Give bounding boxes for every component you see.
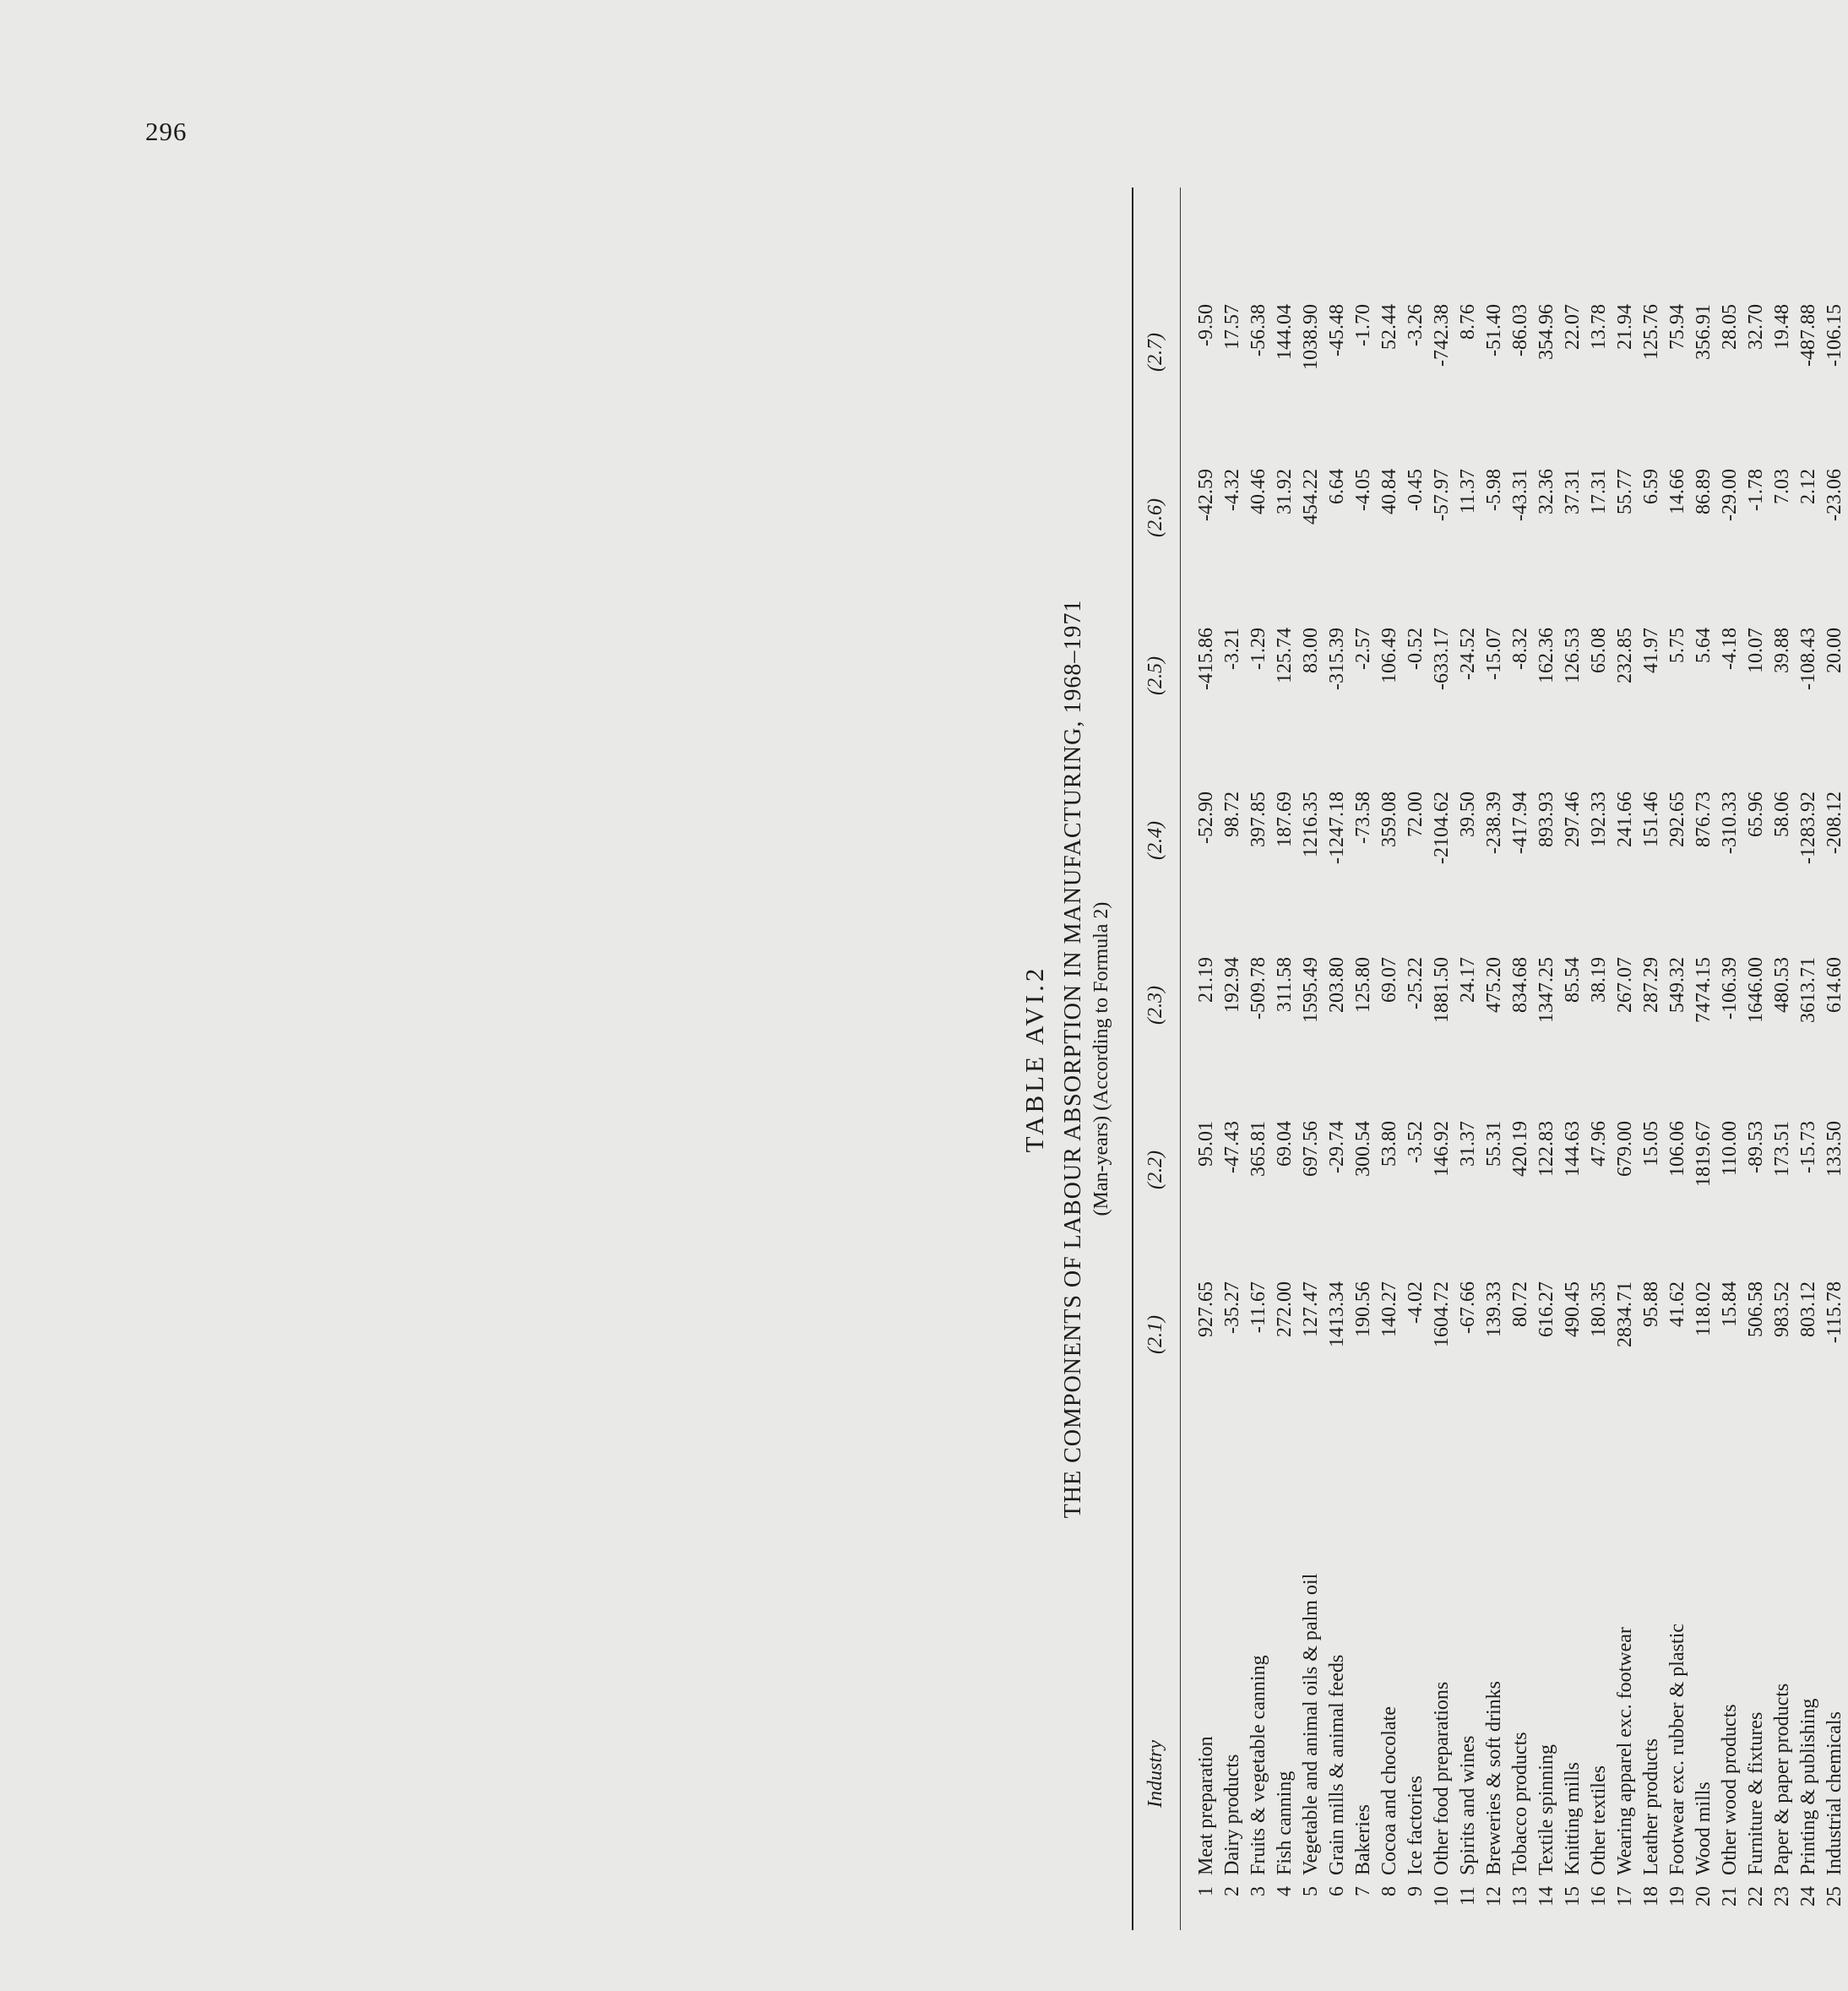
- table-body: [1193, 188, 1848, 1930]
- value-cell: 122.83: [1535, 1121, 1557, 1177]
- value-cell: -2104.62: [1431, 792, 1453, 864]
- table-row: [1455, 188, 1481, 1930]
- table-row: [1324, 188, 1351, 1930]
- table-top-rule: [1132, 188, 1133, 1930]
- industry-name: Breweries & soft drinks: [1483, 1681, 1505, 1875]
- value-cell: 110.00: [1719, 1121, 1741, 1177]
- value-cell: 203.80: [1326, 957, 1348, 1013]
- value-cell: 11.37: [1457, 469, 1479, 514]
- value-cell: 616.27: [1535, 1281, 1557, 1337]
- value-cell: -9.50: [1195, 304, 1217, 346]
- value-cell: 69.04: [1274, 1121, 1296, 1167]
- value-cell: 893.93: [1535, 792, 1557, 847]
- value-cell: 125.80: [1352, 957, 1374, 1013]
- value-cell: 53.80: [1378, 1121, 1400, 1167]
- industry-name: Vegetable and animal oils & palm oil: [1300, 1573, 1322, 1875]
- table-row: [1560, 188, 1586, 1930]
- table-row: [1612, 188, 1639, 1930]
- value-cell: 272.00: [1274, 1281, 1296, 1337]
- value-cell: 125.74: [1274, 628, 1296, 683]
- value-cell: 72.00: [1405, 792, 1427, 837]
- industry-name: Printing & publishing: [1797, 1698, 1819, 1875]
- value-cell: 241.66: [1614, 792, 1636, 847]
- value-cell: 47.96: [1588, 1121, 1610, 1167]
- value-cell: -742.38: [1431, 304, 1453, 367]
- industry-name: Leather products: [1640, 1738, 1662, 1875]
- value-cell: -29.00: [1719, 469, 1741, 521]
- value-cell: 1216.35: [1300, 792, 1322, 857]
- value-cell: 173.51: [1771, 1121, 1793, 1177]
- value-cell: 834.68: [1509, 957, 1531, 1013]
- table-row: [1272, 188, 1298, 1930]
- value-cell: 287.29: [1640, 957, 1662, 1013]
- row-number: 3: [1247, 1886, 1269, 1896]
- value-cell: 17.31: [1588, 469, 1610, 514]
- value-cell: 13.78: [1588, 304, 1610, 350]
- value-cell: -23.06: [1824, 469, 1845, 521]
- value-cell: -4.32: [1221, 469, 1243, 511]
- row-number: 4: [1274, 1886, 1296, 1896]
- table-row: [1508, 188, 1534, 1930]
- value-cell: 75.94: [1666, 304, 1688, 350]
- value-cell: 927.65: [1195, 1281, 1217, 1337]
- column-header: (2.6): [1144, 498, 1166, 537]
- value-cell: 21.94: [1614, 304, 1636, 350]
- table-header-rule: [1180, 188, 1181, 1930]
- table-row: [1717, 188, 1743, 1930]
- value-cell: 126.53: [1562, 628, 1584, 683]
- value-cell: 162.36: [1535, 628, 1557, 683]
- page-number: 296: [145, 117, 188, 146]
- industry-name: Meat preparation: [1195, 1736, 1217, 1875]
- value-cell: 139.33: [1483, 1281, 1505, 1337]
- value-cell: 876.73: [1693, 792, 1715, 847]
- value-cell: -417.94: [1509, 792, 1531, 854]
- value-cell: 31.37: [1457, 1121, 1479, 1167]
- industry-name: Wood mills: [1693, 1782, 1715, 1875]
- value-cell: -1247.18: [1326, 792, 1348, 864]
- value-cell: -3.52: [1405, 1121, 1427, 1163]
- value-cell: 1819.67: [1693, 1121, 1715, 1187]
- industry-name: Other food preparations: [1431, 1681, 1453, 1875]
- industry-name: Industrial chemicals: [1824, 1711, 1845, 1875]
- value-cell: -633.17: [1431, 628, 1453, 690]
- value-cell: 39.88: [1771, 628, 1793, 673]
- value-cell: 8.76: [1457, 304, 1479, 340]
- value-cell: 80.72: [1509, 1281, 1531, 1327]
- value-cell: -4.02: [1405, 1281, 1427, 1324]
- value-cell: 697.56: [1300, 1121, 1322, 1177]
- value-cell: 133.50: [1824, 1121, 1845, 1177]
- value-cell: 140.27: [1378, 1281, 1400, 1337]
- table-row: [1246, 188, 1272, 1930]
- value-cell: 490.45: [1562, 1281, 1584, 1337]
- value-cell: 106.06: [1666, 1121, 1688, 1177]
- table-row: [1351, 188, 1377, 1930]
- value-cell: 359.08: [1378, 792, 1400, 847]
- value-cell: 292.65: [1666, 792, 1688, 847]
- value-cell: 6.59: [1640, 469, 1662, 504]
- value-cell: 146.92: [1431, 1121, 1453, 1177]
- value-cell: 40.84: [1378, 469, 1400, 514]
- value-cell: -310.33: [1719, 792, 1741, 854]
- value-cell: 1595.49: [1300, 957, 1322, 1023]
- value-cell: -238.39: [1483, 792, 1505, 854]
- value-cell: 65.08: [1588, 628, 1610, 673]
- value-cell: 127.47: [1300, 1281, 1322, 1337]
- value-cell: -3.26: [1405, 304, 1427, 346]
- table-row: [1220, 188, 1246, 1930]
- header-industry: Industry: [1144, 1740, 1166, 1808]
- value-cell: 40.46: [1247, 469, 1269, 514]
- industry-name: Cocoa and chocolate: [1378, 1706, 1400, 1875]
- value-cell: 22.07: [1562, 304, 1584, 350]
- row-number: 11: [1457, 1886, 1479, 1907]
- value-cell: 14.66: [1666, 469, 1688, 514]
- value-cell: 86.89: [1693, 469, 1715, 514]
- value-cell: 5.75: [1666, 628, 1688, 663]
- value-cell: -509.78: [1247, 957, 1269, 1020]
- value-cell: -29.74: [1326, 1121, 1348, 1173]
- value-cell: 475.20: [1483, 957, 1505, 1013]
- value-cell: 1347.25: [1535, 957, 1557, 1023]
- value-cell: 356.91: [1693, 304, 1715, 360]
- value-cell: -1.29: [1247, 628, 1269, 670]
- value-cell: 41.97: [1640, 628, 1662, 673]
- table-subtitle: THE COMPONENTS OF LABOUR ABSORPTION IN MANUFACTURING, 1968–1971: [1060, 599, 1086, 1519]
- value-cell: 20.00: [1824, 628, 1845, 673]
- value-cell: 32.70: [1745, 304, 1767, 350]
- table-row: [1481, 188, 1508, 1930]
- value-cell: 2834.71: [1614, 1281, 1636, 1347]
- industry-name: Fruits & vegetable canning: [1247, 1655, 1269, 1875]
- row-number: 22: [1745, 1886, 1767, 1907]
- value-cell: 85.54: [1562, 957, 1584, 1003]
- row-number: 23: [1771, 1886, 1793, 1907]
- industry-name: Spirits and wines: [1457, 1735, 1479, 1875]
- value-cell: -42.59: [1195, 469, 1217, 521]
- row-number: 13: [1509, 1886, 1531, 1907]
- industry-name: Furniture & fixtures: [1745, 1711, 1767, 1875]
- row-number: 17: [1614, 1886, 1636, 1907]
- value-cell: 15.84: [1719, 1281, 1741, 1327]
- column-header: (2.3): [1144, 986, 1166, 1025]
- value-cell: 41.62: [1666, 1281, 1688, 1327]
- value-cell: 187.69: [1274, 792, 1296, 847]
- value-cell: 6.64: [1326, 469, 1348, 504]
- value-cell: 52.44: [1378, 304, 1400, 350]
- table-row: [1377, 188, 1403, 1930]
- value-cell: -47.43: [1221, 1121, 1243, 1173]
- value-cell: 15.05: [1640, 1121, 1662, 1167]
- value-cell: 10.07: [1745, 628, 1767, 673]
- value-cell: -1.70: [1352, 304, 1374, 346]
- value-cell: -15.07: [1483, 628, 1505, 680]
- table-row: [1822, 188, 1848, 1930]
- value-cell: -24.52: [1457, 628, 1479, 680]
- value-cell: -4.18: [1719, 628, 1741, 670]
- industry-name: Footwear exc. rubber & plastic: [1666, 1624, 1688, 1875]
- table-row: [1743, 188, 1769, 1930]
- industry-name: Ice factories: [1405, 1776, 1427, 1875]
- value-cell: 480.53: [1771, 957, 1793, 1013]
- value-cell: 300.54: [1352, 1121, 1374, 1177]
- column-header: (2.2): [1144, 1151, 1166, 1189]
- value-cell: 983.52: [1771, 1281, 1793, 1337]
- value-cell: 5.64: [1693, 628, 1715, 663]
- value-cell: 69.07: [1378, 957, 1400, 1003]
- table-subtitle-units: (Man-years) (According to Formula 2): [1090, 901, 1112, 1216]
- value-cell: -89.53: [1745, 1121, 1767, 1173]
- value-cell: -106.15: [1824, 304, 1845, 367]
- value-cell: -4.05: [1352, 469, 1374, 511]
- value-cell: 83.00: [1300, 628, 1322, 673]
- column-header: (2.1): [1144, 1315, 1166, 1354]
- row-number: 19: [1666, 1886, 1688, 1907]
- value-cell: 614.60: [1824, 957, 1845, 1013]
- value-cell: 58.06: [1771, 792, 1793, 837]
- value-cell: -43.31: [1509, 469, 1531, 521]
- value-cell: 125.76: [1640, 304, 1662, 360]
- table-row: [1403, 188, 1429, 1930]
- value-cell: -11.67: [1247, 1281, 1269, 1334]
- table-row: [1298, 188, 1324, 1930]
- value-cell: 106.49: [1378, 628, 1400, 683]
- row-number: 2: [1221, 1886, 1243, 1896]
- column-header: (2.4): [1144, 821, 1166, 860]
- value-cell: -57.97: [1431, 469, 1453, 521]
- value-cell: -106.39: [1719, 957, 1741, 1020]
- industry-name: Wearing apparel exc. footwear: [1614, 1627, 1636, 1875]
- value-cell: -67.66: [1457, 1281, 1479, 1334]
- table-row: [1691, 188, 1717, 1930]
- value-cell: 28.05: [1719, 304, 1741, 350]
- value-cell: 803.12: [1797, 1281, 1819, 1337]
- value-cell: 118.02: [1693, 1281, 1715, 1337]
- value-cell: -3.21: [1221, 628, 1243, 670]
- industry-name: Tobacco products: [1509, 1732, 1531, 1875]
- value-cell: -25.22: [1405, 957, 1427, 1009]
- value-cell: 37.31: [1562, 469, 1584, 514]
- table-row: [1193, 188, 1220, 1930]
- value-cell: 679.00: [1614, 1121, 1636, 1177]
- value-cell: -51.40: [1483, 304, 1505, 356]
- row-number: 6: [1326, 1886, 1348, 1896]
- value-cell: 144.63: [1562, 1121, 1584, 1177]
- value-cell: -8.32: [1509, 628, 1531, 670]
- value-cell: -56.38: [1247, 304, 1269, 356]
- value-cell: -1283.92: [1797, 792, 1819, 864]
- row-number: 5: [1300, 1886, 1322, 1896]
- value-cell: 39.50: [1457, 792, 1479, 837]
- value-cell: 98.72: [1221, 792, 1243, 837]
- industry-name: Dairy products: [1221, 1754, 1243, 1875]
- value-cell: 32.36: [1535, 469, 1557, 514]
- value-cell: -52.90: [1195, 792, 1217, 844]
- value-cell: 180.35: [1588, 1281, 1610, 1337]
- value-cell: 24.17: [1457, 957, 1479, 1003]
- value-cell: -5.98: [1483, 469, 1505, 511]
- row-number: 10: [1431, 1886, 1453, 1907]
- value-cell: -73.58: [1352, 792, 1374, 844]
- value-cell: -1.78: [1745, 469, 1767, 511]
- value-cell: -15.73: [1797, 1121, 1819, 1173]
- column-header: (2.5): [1144, 656, 1166, 695]
- value-cell: 38.19: [1588, 957, 1610, 1003]
- row-number: 1: [1195, 1886, 1217, 1896]
- table-row: [1534, 188, 1560, 1930]
- table-row: [1639, 188, 1665, 1930]
- value-cell: 354.96: [1535, 304, 1557, 360]
- value-cell: 297.46: [1562, 792, 1584, 847]
- value-cell: 65.96: [1745, 792, 1767, 837]
- value-cell: 31.92: [1274, 469, 1296, 514]
- value-cell: -487.88: [1797, 304, 1819, 367]
- row-number: 12: [1483, 1886, 1505, 1907]
- table-row: [1665, 188, 1691, 1930]
- value-cell: -415.86: [1195, 628, 1217, 690]
- table-row: [1429, 188, 1455, 1930]
- value-cell: 506.58: [1745, 1281, 1767, 1337]
- value-cell: 95.01: [1195, 1121, 1217, 1167]
- value-cell: -35.27: [1221, 1281, 1243, 1334]
- value-cell: 190.56: [1352, 1281, 1374, 1337]
- value-cell: -45.48: [1326, 304, 1348, 356]
- industry-name: Bakeries: [1352, 1804, 1374, 1875]
- value-cell: 2.12: [1797, 469, 1819, 504]
- row-number: 24: [1797, 1886, 1819, 1907]
- row-number: 18: [1640, 1886, 1662, 1907]
- value-cell: 365.81: [1247, 1121, 1269, 1177]
- industry-name: Other wood products: [1719, 1704, 1741, 1875]
- value-cell: -0.52: [1405, 628, 1427, 670]
- value-cell: 7.03: [1771, 469, 1793, 504]
- value-cell: 232.85: [1614, 628, 1636, 683]
- column-header: (2.7): [1144, 333, 1166, 372]
- table-row: [1586, 188, 1612, 1930]
- row-number: 20: [1693, 1886, 1715, 1907]
- rotated-table: [1009, 188, 1845, 1930]
- row-number: 14: [1535, 1886, 1557, 1907]
- value-cell: 151.46: [1640, 792, 1662, 847]
- table-title: TABLE AVI.2: [1019, 965, 1049, 1153]
- value-cell: -0.45: [1405, 469, 1427, 511]
- value-cell: -2.57: [1352, 628, 1374, 670]
- value-cell: 19.48: [1771, 304, 1793, 350]
- row-number: 15: [1562, 1886, 1584, 1907]
- value-cell: 55.77: [1614, 469, 1636, 514]
- industry-name: Paper & paper products: [1771, 1683, 1793, 1875]
- value-cell: 267.07: [1614, 957, 1636, 1013]
- value-cell: 192.33: [1588, 792, 1610, 847]
- value-cell: 192.94: [1221, 957, 1243, 1013]
- value-cell: 311.58: [1274, 957, 1296, 1013]
- industry-name: Grain mills & animal feeds: [1326, 1654, 1348, 1875]
- value-cell: 397.85: [1247, 792, 1269, 847]
- value-cell: 7474.15: [1693, 957, 1715, 1023]
- value-cell: 17.57: [1221, 304, 1243, 350]
- row-number: 25: [1824, 1886, 1845, 1907]
- industry-name: Fish canning: [1274, 1771, 1296, 1875]
- industry-name: Other textiles: [1588, 1765, 1610, 1875]
- value-cell: -115.78: [1824, 1281, 1845, 1344]
- row-number: 9: [1405, 1886, 1427, 1896]
- value-cell: 1413.34: [1326, 1281, 1348, 1347]
- value-cell: -108.43: [1797, 628, 1819, 690]
- industry-name: Textile spinning: [1535, 1744, 1557, 1875]
- value-cell: 144.04: [1274, 304, 1296, 360]
- value-cell: 420.19: [1509, 1121, 1531, 1177]
- value-cell: -315.39: [1326, 628, 1348, 690]
- value-cell: 95.88: [1640, 1281, 1662, 1327]
- row-number: 8: [1378, 1886, 1400, 1896]
- row-number: 7: [1352, 1886, 1374, 1896]
- value-cell: 21.19: [1195, 957, 1217, 1003]
- value-cell: 55.31: [1483, 1121, 1505, 1167]
- value-cell: 454.22: [1300, 469, 1322, 525]
- value-cell: 1038.90: [1300, 304, 1322, 370]
- industry-name: Knitting mills: [1562, 1761, 1584, 1875]
- table-row: [1769, 188, 1796, 1930]
- row-number: 16: [1588, 1886, 1610, 1907]
- value-cell: 1646.00: [1745, 957, 1767, 1023]
- value-cell: -86.03: [1509, 304, 1531, 356]
- row-number: 21: [1719, 1886, 1741, 1907]
- value-cell: -208.12: [1824, 792, 1845, 854]
- value-cell: 1604.72: [1431, 1281, 1453, 1347]
- value-cell: 1881.50: [1431, 957, 1453, 1023]
- value-cell: 549.32: [1666, 957, 1688, 1013]
- table-row: [1796, 188, 1822, 1930]
- table-header-row: [1138, 188, 1175, 1930]
- value-cell: 3613.71: [1797, 957, 1819, 1023]
